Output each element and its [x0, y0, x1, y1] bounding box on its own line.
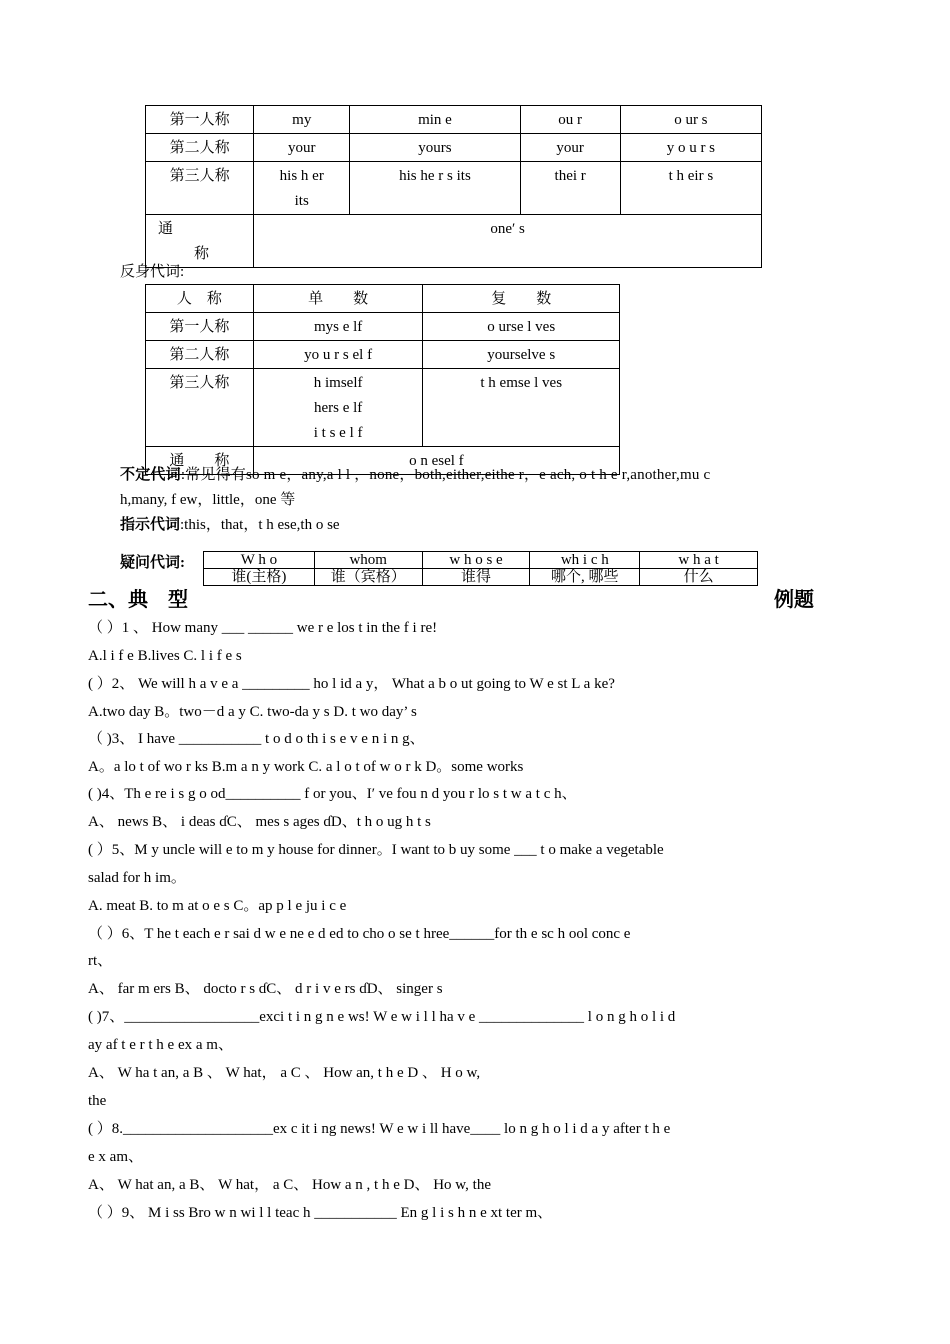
- noun-plural-cell: t h eir s: [620, 162, 761, 215]
- interrogative-pronoun-table: [203, 551, 758, 586]
- exercise-line: ( ）2、 We will h a v e a _________ ho l id a y， What a b o ut going to W e st L a ke?: [88, 676, 615, 692]
- word-cell: w h o s e: [422, 552, 530, 569]
- general-label-cell: 通 称: [146, 447, 254, 475]
- noun-cell: min e: [350, 106, 520, 134]
- adj-plural-cell: thei r: [520, 162, 620, 215]
- general-label-cell: [146, 215, 254, 268]
- indefinite-label: 不定代词: [120, 467, 181, 483]
- table-row: [146, 162, 762, 215]
- table-row: [146, 134, 762, 162]
- table-row: [204, 552, 758, 569]
- exercise-line: （ ）9、 M i ss Bro w n wi l l teac h ___________ En g l i s h n e xt ter m、: [88, 1205, 553, 1221]
- indefinite-text: :常见得有so m e，any,a l l ，none，both,either,eithe r，e ach, o t h e r,another,mu c: [180, 467, 711, 483]
- exercise-line: A.two day B。two－d a y C. two-da y s D. t wo day’ s: [88, 704, 417, 720]
- word-cell: wh i c h: [530, 552, 640, 569]
- meaning-cell: 什么: [640, 569, 758, 586]
- reflexive-pronoun-table: [145, 284, 620, 475]
- singular-line: i t s e l f: [313, 425, 363, 441]
- singular-cell: yo u r s el f: [253, 341, 423, 369]
- reflexive-heading: 反身代词:: [120, 264, 185, 280]
- exercise-line: A、 W ha t an, a B 、 W hat， a C 、 How an, t h e D 、 H o w,: [88, 1065, 481, 1081]
- exercise-line: ay af t e r t h e ex a m、: [88, 1037, 233, 1053]
- general-label-line: 通: [158, 221, 174, 237]
- noun-cell: his he r s its: [350, 162, 520, 215]
- table-row: [146, 341, 620, 369]
- meaning-cell: 谁（宾格）: [314, 569, 422, 586]
- adj-cell: your: [254, 134, 350, 162]
- table-row: [146, 106, 762, 134]
- general-value-cell: one′ s: [254, 215, 762, 268]
- noun-cell: yours: [350, 134, 520, 162]
- demonstrative-text: :this，that，t h ese,th o se: [180, 517, 340, 533]
- table-header-row: [146, 285, 620, 313]
- plural-cell: o urse l ves: [423, 313, 620, 341]
- plural-cell: t h emse l ves: [423, 369, 620, 447]
- adj-line: his h er: [279, 168, 324, 184]
- table-row: [146, 313, 620, 341]
- exercise-line: （ ）1 、 How many ___ ______ we r e los t in the f i re!: [88, 620, 438, 636]
- indefinite-pronouns-line-2: h,many, f ew，little，one 等: [120, 492, 296, 508]
- interrogative-label: 疑问代词:: [120, 555, 185, 571]
- demonstrative-label: 指示代词: [120, 517, 181, 533]
- noun-plural-cell: y o u r s: [620, 134, 761, 162]
- header-cell: 人 称: [146, 285, 254, 313]
- meaning-cell: 谁(主格): [204, 569, 315, 586]
- possessive-pronoun-table: [145, 105, 762, 268]
- table-row: [146, 369, 620, 447]
- adj-plural-cell: ou r: [520, 106, 620, 134]
- adj-line: its: [294, 193, 309, 209]
- exercise-line: ( )7、__________________exci t i n g n e ws! W e w i l l ha v e ______________ l o n g h o l i d: [88, 1009, 676, 1025]
- plural-cell: yourselve s: [423, 341, 620, 369]
- section-heading-left: 二、典 型: [88, 589, 188, 611]
- person-cell: 第三人称: [146, 369, 254, 447]
- exercise-line: A、 W hat an, a B、 W hat， a C、 How a n , t h e D、 Ho w, the: [88, 1177, 491, 1193]
- exercise-line: （ )3、 I have ___________ t o d o th i s e v e n i n g、: [88, 731, 425, 747]
- exercise-line: A. meat B. to m at o e s C。ap p l e ju i c e: [88, 898, 347, 914]
- exercise-line: the: [88, 1093, 107, 1109]
- word-cell: whom: [314, 552, 422, 569]
- exercise-line: e x am、: [88, 1149, 143, 1165]
- person-cell: 第二人称: [146, 134, 254, 162]
- section-heading-right: 例题: [774, 589, 814, 611]
- exercise-line: ( ）5、M y uncle will e to m y house for dinner。I want to b uy some ___ t o make a vegetable: [88, 842, 664, 858]
- exercise-line: A、 news B、 i deas ɗC、 mes s ages ɗD、t h o ug h t s: [88, 814, 431, 830]
- person-cell: 第一人称: [146, 313, 254, 341]
- singular-cell: [253, 369, 423, 447]
- table-row: [204, 569, 758, 586]
- meaning-cell: 谁得: [422, 569, 530, 586]
- word-cell: W h o: [204, 552, 315, 569]
- person-cell: 第二人称: [146, 341, 254, 369]
- word-cell: w h a t: [640, 552, 758, 569]
- exercise-line: A。a lo t of wo r ks B.m a n y work C. a l o t of w o r k D。some works: [88, 759, 524, 775]
- demonstrative-pronouns-line: [120, 515, 340, 535]
- exercise-line: rt、: [88, 953, 113, 969]
- adj-plural-cell: your: [520, 134, 620, 162]
- table-row: [146, 215, 762, 268]
- singular-cell: mys e lf: [253, 313, 423, 341]
- singular-line: hers e lf: [313, 400, 363, 416]
- exercise-line: ( ）8.____________________ex c it i ng news! W e w i ll have____ lo n g h o l i d a y after t h e: [88, 1121, 671, 1137]
- adj-cell: my: [254, 106, 350, 134]
- person-cell: 第三人称: [146, 162, 254, 215]
- meaning-cell: 哪个, 哪些: [530, 569, 640, 586]
- header-cell: 复 数: [423, 285, 620, 313]
- noun-plural-cell: o ur s: [620, 106, 761, 134]
- general-value-cell: o n esel f: [253, 447, 619, 475]
- person-cell: 第一人称: [146, 106, 254, 134]
- singular-line: h imself: [313, 375, 363, 391]
- adj-cell: [254, 162, 350, 215]
- exercise-line: A.l i f e B.lives C. l i f e s: [88, 648, 242, 664]
- indefinite-pronouns-line: [120, 465, 880, 485]
- exercise-line: A、 far m ers B、 docto r s ɗC、 d r i v e rs ɗD、 singer s: [88, 981, 443, 997]
- exercise-line: （ ）6、T he t each e r sai d w e ne e d ed to cho o se t hree______for th e sc h ool conc e: [88, 926, 631, 942]
- header-cell: 单 数: [253, 285, 423, 313]
- general-label-line: 称: [194, 246, 210, 262]
- exercise-line: salad for h im。: [88, 870, 186, 886]
- exercise-line: ( )4、Th e re i s g o od__________ f or you、I′ ve fou n d you r lo s t w a t c h、: [88, 786, 577, 802]
